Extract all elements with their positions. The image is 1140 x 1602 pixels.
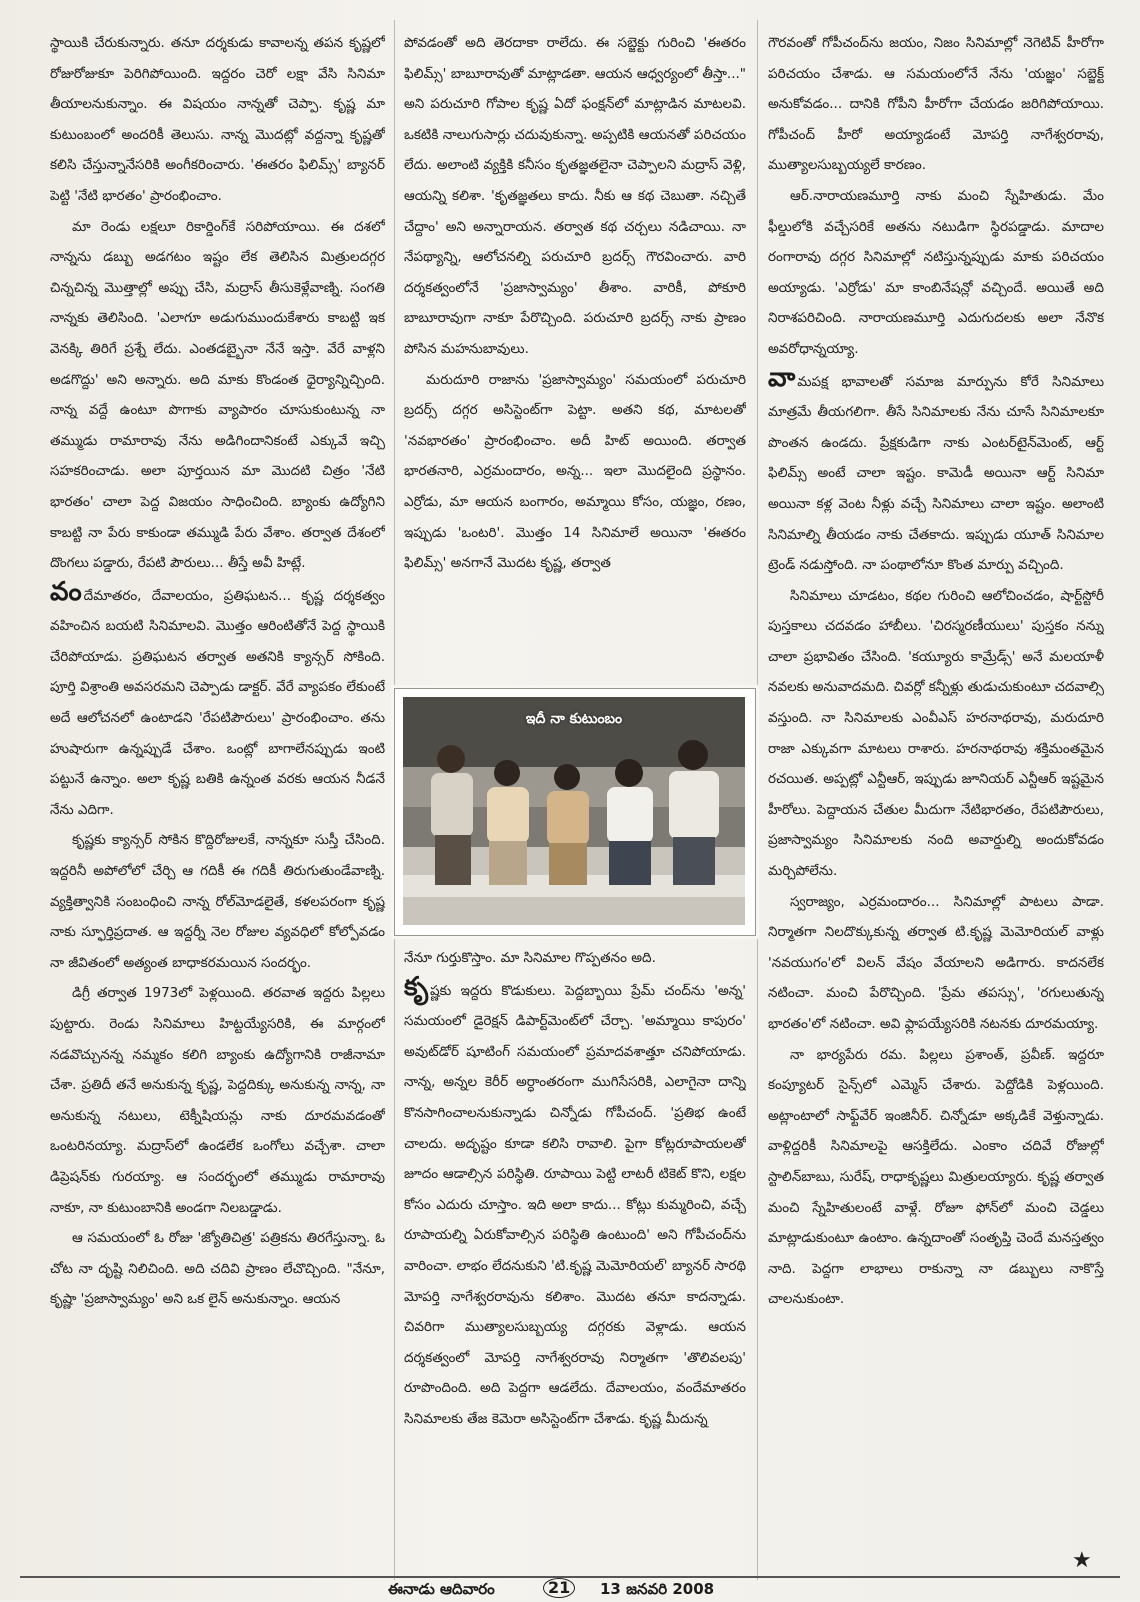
paragraph: ఆర్.నారాయణమూర్తి నాకు మంచి స్నేహితుడు. మేం ఫీల్డులోకి వచ్చేసరికే అతను నటుడిగా స్థిరపడ్డాడు. మాదాల రంగారావు దగ్గర సినిమాల్లో నటిస్తున్నప్పుడు మాకు పరిచయం అయ్యాడు. 'ఎర్రోడు' మా కాంబినేషన్లో వచ్చిందే. అయితే అది నిరాశపరిచింది. నారాయణమూర్తి ఎదుగుదలకు అలా నేనొక అవరోధాన్నయ్యా. xyxy=(768,187,1104,357)
paragraph: స్వరాజ్యం, ఎర్రమందారం... సినిమాల్లో పాటలు పాడా. నిర్మాతగా నిలదొక్కుకున్న తర్వాత టి.కృష్ణ మెమోరియల్ వాళ్లు 'నవయుగం'లో విలన్ వేషం వేయాలని అడిగారు. కాదనలేక నటించా. మంచి పేరొచ్చింది. 'ప్రేమ తపస్సు', 'రగులుతున్న భారతం'లో నటించా. అవి ఫ్లాపయ్యేసరికి నటనకు దూరమయ్యా. xyxy=(768,893,1104,1032)
paragraph: స్థాయికి చేరుకున్నారు. తనూ దర్శకుడు కావాలన్న తపన కృష్ణలో రోజురోజుకూ పెరిగిపోయింది. ఇద్దరం చెరో లక్షా వేసి సినిమా తీయాలనుకున్నాం. ఈ విషయం నాన్నతో చెప్పా. కృష్ణ మా కుటుంబంలో అందరికీ తెలుసు. నాన్న మొదట్లో వద్దన్నా కృష్ణతో కలిసి చేస్తున్నానేసరికి అంగీకరించారు. 'ఈతరం ఫిలిమ్స్' బ్యానర్ పెట్టి 'నేటి భారతం' ప్రారంభించాం. xyxy=(50,35,385,204)
photo-caption: ఇదీ నా కుటుంబం xyxy=(525,711,623,727)
dropcap: కృ xyxy=(404,971,428,1002)
paragraph: ఆ సమయంలో ఓ రోజు 'జ్యోతిచిత్ర' పత్రికను తిరగేస్తున్నా. ఓ చోట నా దృష్టి నిలిచింది. అది చదివి ప్రాణం లేచొచ్చింది. "నేనూ, కృష్ణా 'ప్రజాస్వామ్యం' అని ఒక లైన్ అనుకున్నాం. ఆయన xyxy=(50,1230,385,1308)
dropcap-paragraph xyxy=(50,576,385,826)
paragraph: డిగ్రీ తర్వాత 1973లో పెళ్లయింది. తరవాత ఇద్దరు పిల్లలు పుట్టారు. రెండు సినిమాలు హిట్టయ్యేసరికి, ఈ మార్గంలో నడవొచ్చునన్న నమ్మకం కలిగి బ్యాంకు ఉద్యోగానికి రాజీనామా చేశా. ప్రతిదీ తనే అనుకున్న కృష్ణ, పెద్దదిక్కు అనుకున్న నాన్న, నా అనుకున్న నటులు, టెక్నీషియన్లు నాకు దూరమవడంతో ఒంటరినయ్యా. మద్రాస్‌లో ఉండలేక ఒంగోలు వచ్చేశా. చాలా డిప్రెషన్‌కు గురయ్యా. ఆ సందర్భంలో తమ్ముడు రామారావు నాకూ, నా కుటుంబానికి అండగా నిలబడ్డాడు. xyxy=(50,985,385,1216)
dropcap-paragraph xyxy=(404,971,746,1435)
paragraph-text: మపక్ష భావాలతో సమాజ మార్పును కోరే సినిమాలు మాత్రమే తీయగలిగా. తీసే సినిమాలకు నేను చూసే సినిమాలకూ పొంతన ఉండదు. ప్రేక్షకుడిగా నాకు ఎంటర్‌టైన్‌మెంట్, ఆర్ట్ ఫిలిమ్స్ అంటే చాలా ఇష్టం. కామెడీ అయినా ఆర్ట్ సినిమా అయినా కళ్ల వెంట నీళ్లు వచ్చే సినిమాలు చాలా ఇష్టం. అలాంటి సినిమాల్ని తీయడం నాకు చేతకాదు. ఇప్పుడు యూత్ సినిమాల ట్రెండ్ నడుస్తోంది. నా పంథాలోనూ కొంత మార్పు వచ్చింది. xyxy=(768,373,1104,574)
dropcap: వా xyxy=(768,362,796,393)
article-column-1 xyxy=(50,28,385,1576)
paragraph: కృష్ణకు క్యాన్సర్ సోకిన కొద్దిరోజులకే, నాన్నకూ సుస్తీ చేసింది. ఇద్దరినీ అపోలోలో చేర్చి ఆ గదికీ ఈ గదికీ తిరుగుతుండేవాణ్ని. వ్యక్తిత్వానికి సంబంధించి నాన్న రోల్‌మోడలైతే, కళలపరంగా కృష్ణ నాకు స్ఫూర్తిప్రదాత. ఆ ఇద్దర్నీ నెల రోజుల వ్యవధిలో కోల్పోవడం నా జీవితంలో అత్యంత బాధాకరమయిన సందర్భం. xyxy=(50,832,385,971)
issue-date: 13 జనవరి 2008 xyxy=(600,1580,715,1598)
paragraph-text: దేమాతరం, దేవాలయం, ప్రతిఘటన... కృష్ణ దర్శకత్వం వహించిన బయటి సినిమాలవి. మొత్తం ఆరింటితోనే పెద్ద స్థాయికి చేరిపోయాడు. ప్రతిఘటన తర్వాత అతనికి క్యాన్సర్ సోకింది. పూర్తి విశ్రాంతి అవసరమని చెప్పాడు డాక్టర్. వేరే వ్యాపకం లేకుంటే అదే ఆలోచనలో ఉంటాడని 'రేపటిపౌరులు' ప్రారంభించాం. తను హుషారుగా ఉన్నప్పుడే చేశాం. ఒంట్లో బాగాలేనప్పుడు ఇంటి పట్టునే ఉన్నాం. అలా కృష్ణ బతికి ఉన్నంత వరకు ఆయన నీడనే నేను ఎదిగా. xyxy=(50,587,385,818)
family-photo-frame xyxy=(394,688,756,936)
paragraph-text: ష్ణకు ఇద్దరు కొడుకులు. పెద్దబ్బాయి ప్రేమ్ చంద్‌ను 'అన్న' సమయంలో డైరెక్షన్ డిపార్ట్‌మెంట్‌లో చేర్చా. 'అమ్మాయి కాపురం' అవుట్‌డోర్ షూటింగ్ సమయంలో ప్రమాదవశాత్తూ చనిపోయాడు. నాన్న, అన్నల కెరీర్ అర్ధాంతరంగా ముగిసేసరికి, ఎలాగైనా దాన్ని కొనసాగించాలనుకున్నాడు చిన్నోడు గోపీచంద్. 'ప్రతిభ ఉంటే చాలదు. అదృష్టం కూడా కలిసి రావాలి. పైగా కోట్లరూపాయలతో జూదం ఆడాల్సిన పరిస్థితి. రూపాయి పెట్టి లాటరీ టికెట్ కొని, లక్షల కోసం ఎదురు చూస్తాం. ఇది అలా కాదు... కోట్లు కుమ్మరించి, వచ్చే రూపాయల్ని ఏరుకోవాల్సిన పరిస్థితి ఉంటుంది' అని గోపీచంద్‌ను వారించా. లాభం లేదనుకుని 'టి.కృష్ణ మెమోరియల్' బ్యానర్ సారథి మోపర్తి నాగేశ్వరరావును కలిశాం. మొదట తనూ కాదన్నాడు. చివరిగా ముత్యాలసుబ్బయ్య దగ్గరకు వెళ్లాడు. ఆయన దర్శకత్వంలో మోపర్తి నాగేశ్వరరావు నిర్మాతగా 'తొలివలపు' రూపొందింది. అది పెద్దగా ఆడలేదు. దేవాలయం, వందేమాతరం సినిమాలకు తేజ కెమెరా అసిస్టెంట్‌గా చేశాడు. కృష్ణ మీదున్న xyxy=(404,982,746,1427)
page-footer xyxy=(0,1576,1140,1600)
paragraph: మా రెండు లక్షలూ రికార్డింగ్‌కే సరిపోయాయి. ఈ దశలో నాన్నను డబ్బు అడగటం ఇష్టం లేక తెలిసిన మిత్రులదగ్గర చిన్నచిన్న మొత్తాల్లో అప్పు చేసి, మద్రాస్ తీసుకెళ్లేవాణ్ని. సంగతి నాన్నకు తెలిసింది. 'ఎలాగూ అడుగుముందుకేశారు కాబట్టి ఇక వెనక్కి తిరిగే ప్రశ్నే లేదు. ఎంతడబ్బైనా నేనే ఇస్తా. వేరే వాళ్లని అడగొద్దు' అని అన్నారు. అది మాకు కొండంత ధైర్యాన్నిచ్చింది. నాన్న వద్దే ఉంటూ పొగాకు వ్యాపారం చూసుకుంటున్న నా తమ్ముడు రామారావు నేను అడిగిందానికంటే ఎక్కువే ఇచ్చి సహకరించాడు. అలా పూర్తయిన మా మొదటి చిత్రం 'నేటి భారతం' చాలా పెద్ద విజయం సాధించింది. బ్యాంకు ఉద్యోగిని కాబట్టి నా పేరు కాకుండా తమ్ముడి పేరు వేశాం. తర్వాత దేశంలో దొంగలు పడ్డారు, రేపటి పౌరులు... తీస్తే అవీ హిట్లే. xyxy=(50,218,385,572)
paragraph: పోవడంతో అది తెరదాకా రాలేదు. ఈ సబ్జెక్టు గురించి 'ఈతరం ఫిలిమ్స్' బాబూరావుతో మాట్లాడతా. ఆయన ఆధ్వర్యంలో తీస్తా..." అని పరుచూరి గోపాల కృష్ణ ఏదో ఫంక్షన్‌లో మాట్లాడిన మాటలవి. ఒకటికి నాలుగుసార్లు చదువుకున్నా. అప్పటికి ఆయనతో పరిచయం లేదు. అలాంటి వ్యక్తికి కనీసం కృతజ్ఞతలైనా చెప్పాలని మద్రాస్ వెళ్లి, ఆయన్ని కలిశా. 'కృతజ్ఞతలు కాదు. నీకు ఆ కథ చెబుతా. నచ్చితే చేద్దాం' అని అన్నారాయన. తర్వాత కథ చర్చలు నడిచాయి. నా నేపథ్యాన్ని, ఆలోచనల్ని పరుచూరి బ్రదర్స్ గౌరవించారు. వారి దర్శకత్వంలోనే 'ప్రజాస్వామ్యం' తీశాం. వారికీ, పోకూరి బాబూరావుగా నాకూ పేరొచ్చింది. పరుచూరి బ్రదర్స్ నాకు ప్రాణం పోసిన మహనుబావులు. xyxy=(404,35,746,357)
family-photo-image xyxy=(403,697,745,925)
dropcap: వం xyxy=(50,576,82,607)
article-column-3 xyxy=(768,28,1104,1576)
paragraph: గౌరవంతో గోపీచంద్‌ను జయం, నిజం సినిమాల్లో నెగెటివ్ హీరోగా పరిచయం చేశాడు. ఆ సమయంలోనే నేను 'యజ్ఞం' సబ్జెక్ట్ అనుకోవడం... దానికి గోపీని హీరోగా చేయడం జరిగిపోయాయి. గోపీచంద్ హీరో అయ్యాడంటే మోపర్తి నాగేశ్వరరావు, ముత్యాలసుబ్బయ్యలే కారణం. xyxy=(768,35,1104,174)
article-column-2-bottom xyxy=(404,943,746,1576)
column-divider xyxy=(757,20,758,1580)
page-number: 21 xyxy=(543,1578,575,1598)
footer-rule xyxy=(20,1576,1120,1578)
paragraph: నా భార్యపేరు రమ. పిల్లలు ప్రశాంత్, ప్రవీణ్. ఇద్దరూ కంప్యూటర్ సైన్స్‌లో ఎమ్మెస్ చేశారు. పెద్దోడికి పెళ్లయింది. అట్లాంటాలో సాఫ్ట్‌వేర్ ఇంజినీర్. చిన్నోడూ అక్కడికే వెళ్తున్నాడు. వాళ్లిద్దరికీ సినిమాలపై ఆసక్తిలేదు. ఎంకాం చదివే రోజుల్లో స్టాలిన్‌బాబు, సురేష్, రాధాకృష్ణలు మిత్రులయ్యారు. కృష్ణ తర్వాత మంచి స్నేహితులంటే వాళ్లే. రోజూ ఫోన్‌లో మంచి చెడ్డలు మాట్లాడుకుంటూ ఉంటాం. ఉన్నదాంతో సంతృప్తి చెందే మనస్తత్వం నాది. పెద్దగా లాభాలు రాకున్నా నా డబ్బులు నాకొస్తే చాలనుకుంటా. xyxy=(768,1046,1104,1308)
family-photo xyxy=(403,697,745,925)
paragraph: నేనూ గుర్తుకొస్తాం. మా సినిమాల గొప్పతనం అది. xyxy=(404,950,656,966)
star-icon: ★ xyxy=(1072,1548,1092,1573)
paragraph: సినిమాలు చూడటం, కథల గురించి ఆలోచించడం, షార్ట్‌స్టోరీ పుస్తకాలు చదవడం హాబీలు. 'చిరస్మరణీయులు' పుస్తకం నన్ను చాలా ప్రభావితం చేసింది. 'కయ్యూరు కామ్రేడ్స్' అనే మలయాళీ నవలకు అనువాదమది. చివర్లో కన్నీళ్లు తుడుచుకుంటూ చదవాల్సి వస్తుంది. నా సినిమాలకు ఎంవీఎస్ హరనాథరావు, మరుదూరి రాజా ఎక్కువగా మాటలు రాశారు. హరనాథరావు శక్తిమంతమైన రచయిత. అప్పట్లో ఎన్టీఆర్, ఇప్పుడు జూనియర్ ఎన్టీఆర్ ఇష్టమైన హీరోలు. పెద్దాయన చేతుల మీదుగా నేటిభారతం, రేపటిపౌరులు, ప్రజాస్వామ్యం సినిమాలకు నంది అవార్డుల్ని అందుకోవడం మర్చిపోలేను. xyxy=(768,587,1104,880)
article-column-2-top xyxy=(404,28,746,678)
dropcap-paragraph xyxy=(768,362,1104,581)
paragraph: మరుదూరి రాజాను 'ప్రజాస్వామ్యం' సమయంలో పరుచూరి బ్రదర్స్ దగ్గర అసిస్టెంట్‌గా పెట్టా. అతని కథ, మాటలతో 'నవభారతం' ప్రారంభించాం. అదీ హిట్ అయింది. తర్వాత భారతనారి, ఎర్రమందారం, అన్న... ఇలా మొదలైంది ప్రస్థానం. ఎర్రోడు, మా ఆయన బంగారం, అమ్మాయి కోసం, యజ్ఞం, రణం, ఇప్పుడు 'ఒంటరి'. మొత్తం 14 సినిమాలే అయినా 'ఈతరం ఫిలిమ్స్' అనగానే మొదట కృష్ణ, తర్వాత xyxy=(404,371,746,572)
magazine-name: ఈనాడు ఆదివారం xyxy=(388,1580,495,1598)
